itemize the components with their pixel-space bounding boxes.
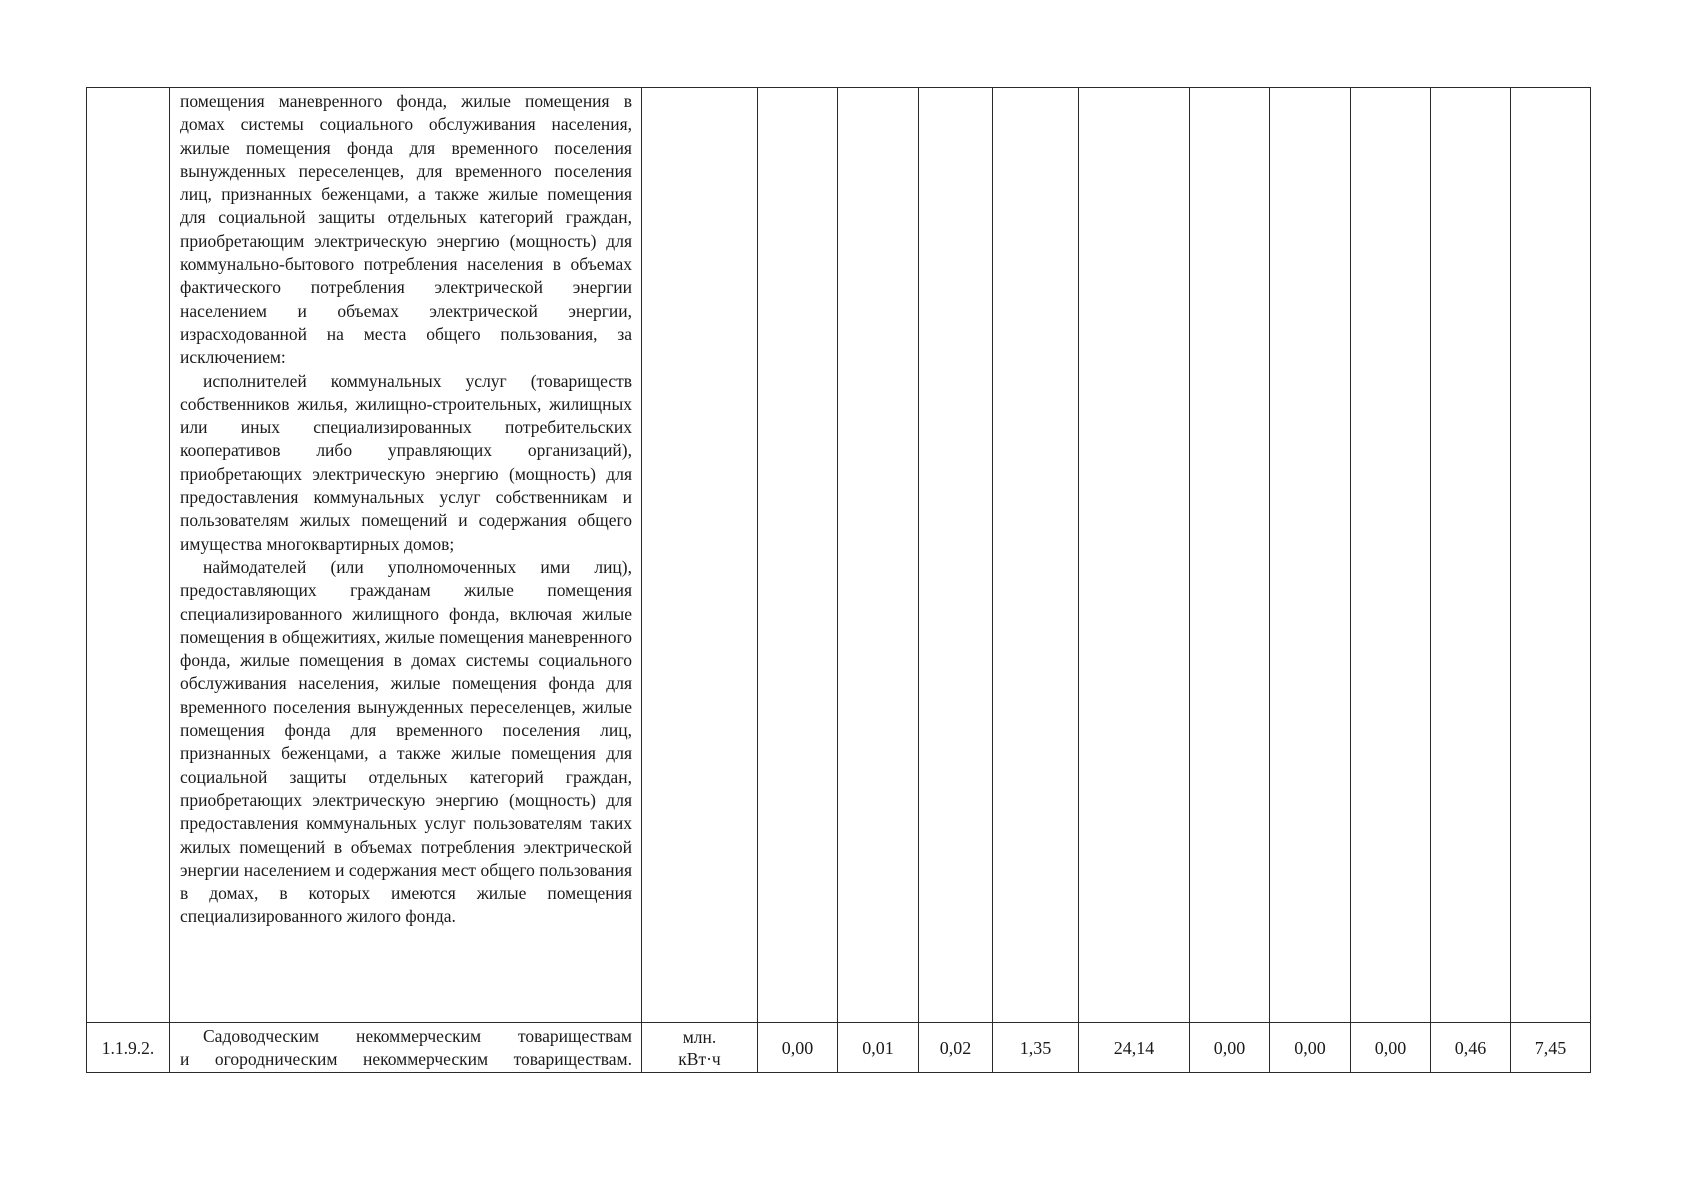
value-cell: 0,00 — [1190, 1023, 1270, 1073]
value-cell: 7,45 — [1511, 1023, 1591, 1073]
value-cell — [838, 88, 919, 1023]
unit-line: млн. — [682, 1026, 717, 1047]
description-line: и огородническим некоммерческим товариществам. — [180, 1049, 632, 1069]
value-cell: 0,02 — [919, 1023, 993, 1073]
value-cell: 0,01 — [838, 1023, 919, 1073]
value-cell: 0,00 — [1351, 1023, 1431, 1073]
description-paragraph: наймодателей (или уполномоченных ими лиц), предоставляющих гражданам жилые помещения специализированного жилищного фонда, включая жилые помещения в общежитиях, жилые помещения маневренного фонда, жилые помещения в домах системы социального обслуживания населения, жилые помещения фонда для временного поселения вынужденных переселенцев, жилые помещения фонда для временного поселения лиц, признанных беженцами, а также жилые помещения для социальной защиты отдельных категорий граждан, приобретающих электрическую энергию (мощность) для предоставления коммунальных услуг пользователям таких жилых помещений в объемах потребления электрической энергии населением и содержания мест общего пользования в домах, в которых имеются жилые помещения специализированного жилого фонда. — [180, 556, 632, 927]
value-cell: 0,46 — [1431, 1023, 1511, 1073]
value-cell: 24,14 — [1079, 1023, 1190, 1073]
value-cell: 0,00 — [1270, 1023, 1351, 1073]
value-cell — [919, 88, 993, 1023]
value-cell — [1511, 88, 1591, 1023]
value-cell — [993, 88, 1079, 1023]
unit-cell — [642, 88, 758, 1023]
value-cell — [758, 88, 838, 1023]
value-cell — [1431, 88, 1511, 1023]
description-line: Садоводческим некоммерческим товариществам — [203, 1026, 632, 1046]
tariff-table — [86, 87, 1591, 1073]
value-cell — [1270, 88, 1351, 1023]
value-cell — [1190, 88, 1270, 1023]
row-number-cell — [87, 88, 170, 1023]
unit-line: кВт·ч — [678, 1048, 721, 1069]
description-cell — [170, 88, 642, 1023]
value-cell: 1,35 — [993, 1023, 1079, 1073]
description-paragraph: помещения маневренного фонда, жилые помещения в домах системы социального обслуживания населения, жилые помещения фонда для временного поселения вынужденных переселенцев, для временного поселения лиц, признанных беженцами, а также жилые помещения для социальной защиты отдельных категорий граждан, приобретающим электрическую энергию (мощность) для коммунально-бытового потребления населения в объемах фактического потребления электрической энергии населением и объемах электрической энергии, израсходованной на места общего пользования, за исключением: — [180, 91, 632, 368]
table-row-1-1-9-2 — [87, 1023, 1591, 1073]
table-row-continued — [87, 88, 1591, 1023]
unit-cell — [642, 1023, 758, 1073]
row-number-cell: 1.1.9.2. — [87, 1023, 170, 1073]
description-cell — [170, 1023, 642, 1073]
description-paragraph: исполнителей коммунальных услуг (товариществ собственников жилья, жилищно-строительных, жилищных или иных специализированных потребительских кооперативов либо управляющих организаций), приобретающих электрическую энергию (мощность) для предоставления коммунальных услуг собственникам и пользователям жилых помещений и содержания общего имущества многоквартирных домов; — [180, 370, 632, 554]
value-cell: 0,00 — [758, 1023, 838, 1073]
value-cell — [1079, 88, 1190, 1023]
value-cell — [1351, 88, 1431, 1023]
